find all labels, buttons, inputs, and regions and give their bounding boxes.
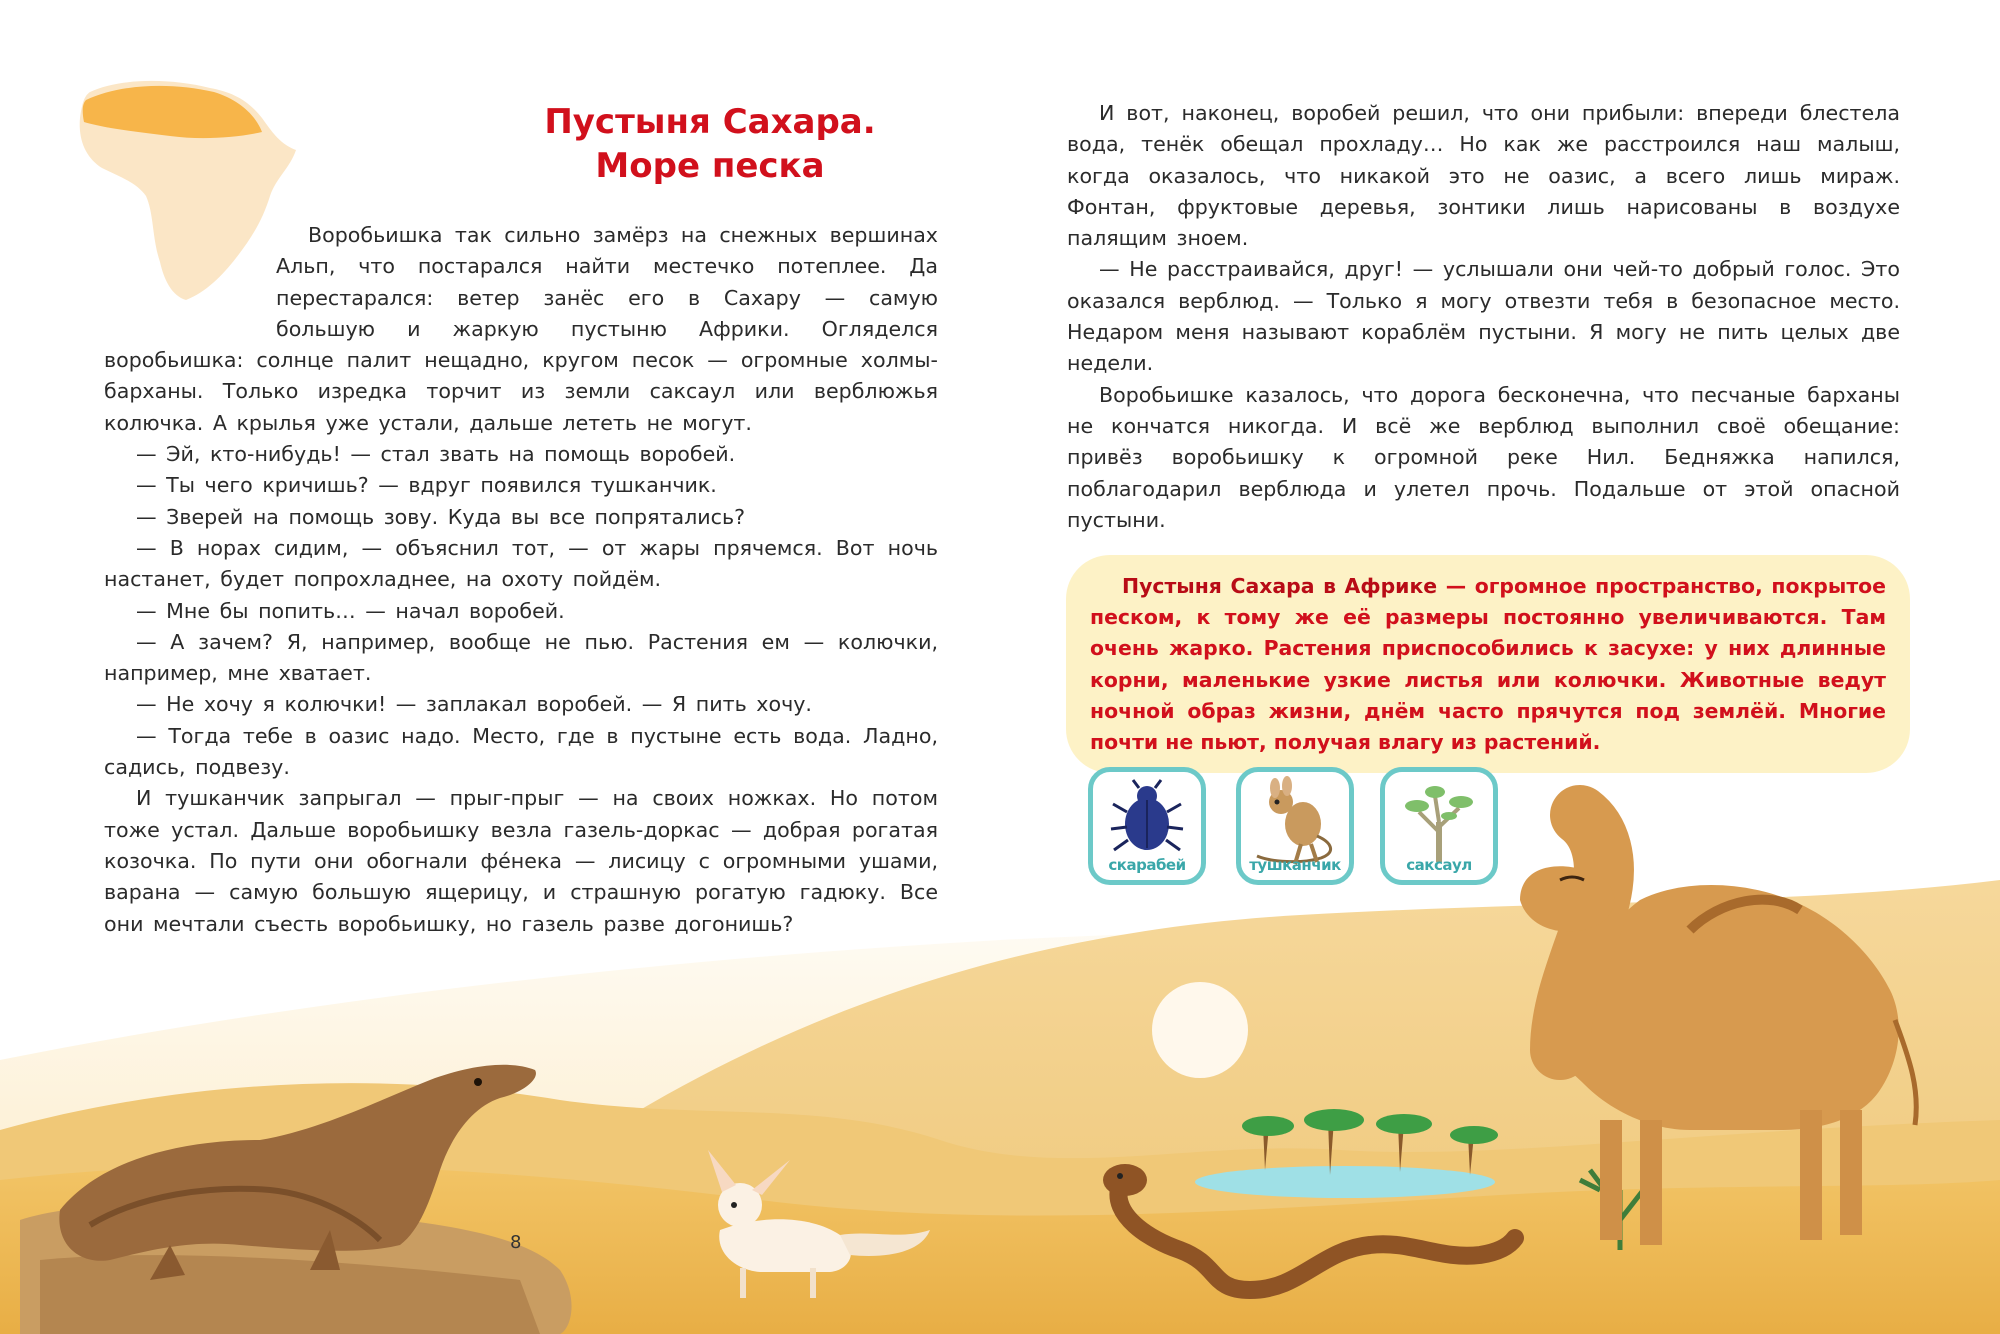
info-box-description: — огромное пространство, покрытое песком, к тому же её размеры постоянно увеличиваются. Там очень жарко. Растения приспособились к засухе: у них длинные корни, маленькие узкие листья или колючки. Животные ведут ночной образ жизни, днём часто прячутся под землёй. Многие почти не пьют, получая влагу из растений.	[1090, 574, 1887, 755]
page-title-line-1: Пустыня Сахара.	[544, 102, 876, 142]
story-paragraph: — Не расстраивайся, друг! — услышали они чей-то добрый голос. Это оказался верблюд. — Только я могу отвезти тебя в безопасное место. Недаром меня называют кораблём пустыни. Я могу не пить целых две недели.	[1067, 257, 1900, 376]
story-paragraph: — Мне бы попить… — начал воробей.	[136, 598, 565, 623]
story-right-column	[1067, 98, 1900, 536]
sun	[1152, 982, 1248, 1078]
info-box-term: Пустыня Сахара в Африке	[1122, 574, 1438, 598]
story-paragraph: — Ты чего кричишь? — вдруг появился тушканчик.	[136, 473, 717, 498]
story-paragraph: Воробьишка так сильно замёрз на снежных вершинах Альп, что постарался найти местечко потеплее. Да перестарался: ветер занёс его в Сахару — самую большую и жаркую пустыню Африки. Огляделся воробьишка: солнце палит нещадно, кругом песок — огромные холмы-барханы. Только изредка торчит из земли саксаул или верблюжья колючка. А крылья уже устали, дальше лететь не могут.	[104, 223, 938, 435]
story-paragraph: И тушканчик запрыгал — прыг-прыг — на своих ножках. Но потом тоже устал. Дальше воробьишку везла газель-доркас — добрая рогатая козочка. По пути они обогнали фе́нека — лисицу с огромными ушами, варана — самую большую ящерицу, и страшную рогатую гадюку. Все они мечтали съесть воробьишку, но газель разве догонишь?	[104, 786, 938, 936]
story-paragraph: Воробьишке казалось, что дорога бесконечна, что песчаные барханы не кончатся никогда. И всё же верблюд выполнил своё обещание: привёз воробьишку к огромной реке Нил. Бедняжка напился, поблагодарил верблюда и улетел прочь. Подальше от этой опасной пустыни.	[1067, 382, 1900, 532]
story-paragraph: И вот, наконец, воробей решил, что они прибыли: впереди блестела вода, тенёк обещал прохладу… Но как же расстроился наш малыш, когда оказалось, что никакой это не оазис, а всего лишь мираж. Фонтан, фруктовые деревья, зонтики лишь нарисованы в воздухе палящим зноем.	[1067, 101, 1900, 251]
story-paragraph: — Зверей на помощь зову. Куда вы все попрятались?	[136, 504, 746, 529]
story-paragraph: — Эй, кто-нибудь! — стал звать на помощь воробей.	[136, 442, 736, 467]
card-label: тушканчик	[1249, 856, 1341, 874]
info-box	[1066, 555, 1910, 773]
page-title	[330, 100, 1090, 188]
page-number: 8	[510, 1232, 522, 1253]
info-box-text	[1090, 571, 1886, 758]
card-saxaul	[1380, 767, 1498, 885]
card-jerboa	[1236, 767, 1354, 885]
card-label: скарабей	[1108, 856, 1186, 874]
story-paragraph: — Не хочу я колючки! — заплакал воробей. — Я пить хочу.	[136, 692, 812, 717]
card-scarab	[1088, 767, 1206, 885]
story-left-column	[104, 220, 938, 940]
story-paragraph: — Тогда тебе в оазис надо. Место, где в пустыне есть вода. Ладно, садись, подвезу.	[104, 723, 938, 780]
story-paragraph: — А зачем? Я, например, вообще не пью. Растения ем — колючки, например, мне хватает.	[104, 629, 938, 686]
card-label: саксаул	[1406, 856, 1472, 874]
map-float-space	[104, 220, 276, 338]
story-paragraph: — В норах сидим, — объяснил тот, — от жары прячемся. Вот ночь настанет, будет попрохладнее, на охоту пойдём.	[104, 535, 938, 592]
page-title-line-2: Море песка	[595, 146, 825, 186]
